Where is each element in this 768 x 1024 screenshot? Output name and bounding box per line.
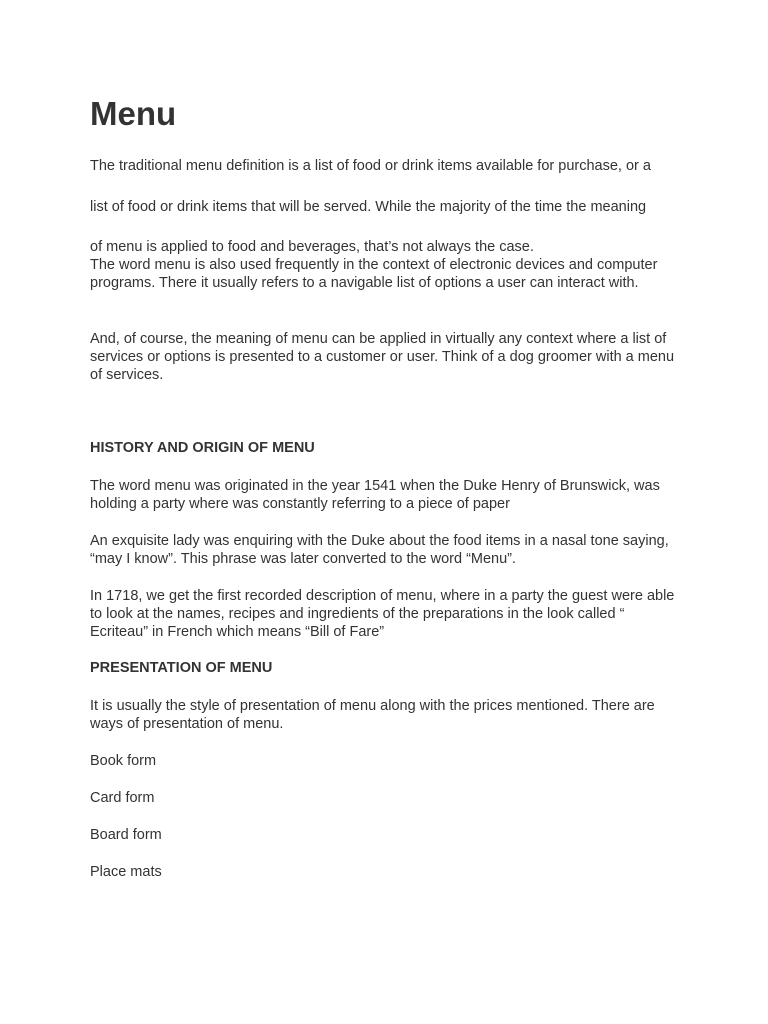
paragraph-context: And, of course, the meaning of menu can be applied in virtually any context where a list of services or options is presented to a customer or user. Think of a dog groomer with a menu of services. xyxy=(90,331,675,383)
document-title: Menu xyxy=(90,95,177,132)
presentation-paragraph: It is usually the style of presentation of menu along with the prices mentioned. There are ways of presentation of menu. xyxy=(90,698,655,732)
presentation-heading: PRESENTATION OF MENU xyxy=(90,660,273,676)
list-item-place-mats: Place mats xyxy=(90,864,162,880)
paragraph-devices: The word menu is also used frequently in the context of electronic devices and computer programs. There it usually refers to a navigable list of options a user can interact with. xyxy=(90,257,658,291)
intro-line-3: of menu is applied to food and beverages, that’s not always the case. xyxy=(90,239,534,255)
intro-line-1: The traditional menu definition is a list of food or drink items available for purchase, or a xyxy=(90,158,651,174)
intro-line-2: list of food or drink items that will be served. While the majority of the time the meaning xyxy=(90,199,647,215)
history-paragraph-1718: In 1718, we get the first recorded description of menu, where in a party the guest were able to look at the names, recipes and ingredients of the preparations in the look called “ Ecriteau” in French which means “Bill of Fare” xyxy=(90,588,675,640)
history-paragraph-lady: An exquisite lady was enquiring with the Duke about the food items in a nasal tone saying, “may I know”. This phrase was later converted to the word “Menu”. xyxy=(90,533,669,567)
list-item-board-form: Board form xyxy=(90,827,162,843)
history-paragraph-1541: The word menu was originated in the year 1541 when the Duke Henry of Brunswick, was holding a party where was constantly referring to a piece of paper xyxy=(90,478,660,512)
list-item-card-form: Card form xyxy=(90,790,155,806)
history-heading: HISTORY AND ORIGIN OF MENU xyxy=(90,440,315,456)
list-item-book-form: Book form xyxy=(90,753,157,769)
